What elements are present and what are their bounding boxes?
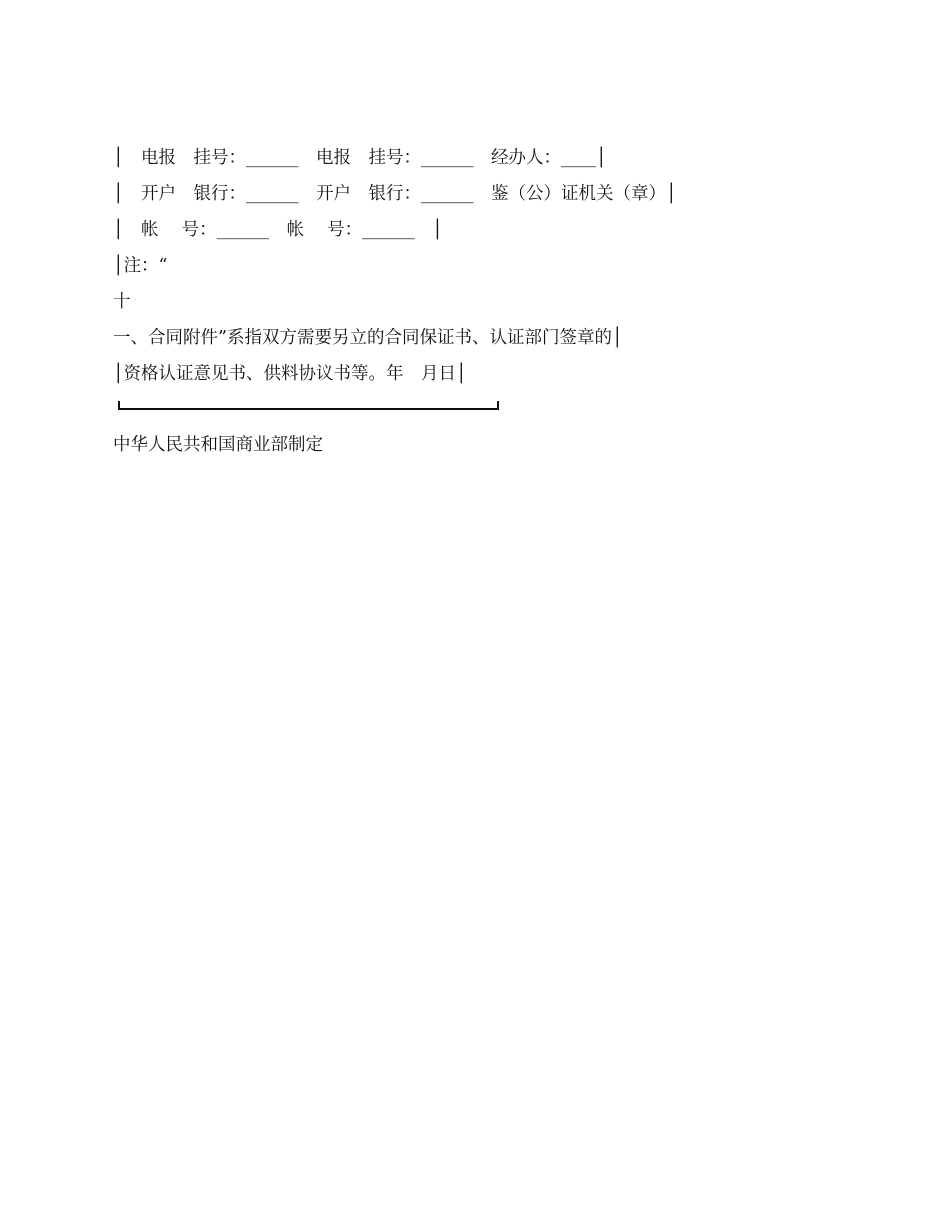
bank-row: │ 开户 银行：______ 开户 银行：______ 鉴（公）证机关（章）│	[113, 184, 677, 204]
issuer-footer: 中华人民共和国商业部制定	[113, 435, 323, 455]
note-line-1: 一、合同附件”系指双方需要另立的合同保证书、认证部门签章的│	[113, 328, 623, 348]
note-number-ten: 十	[113, 292, 131, 312]
telegram-row: │ 电报 挂号：______ 电报 挂号：______ 经办人：____│	[113, 148, 607, 168]
table-bottom-border	[118, 401, 499, 410]
note-label: │注：“	[113, 256, 168, 276]
account-row: │ 帐 号：______ 帐 号：______ │	[113, 220, 443, 240]
note-line-2: │资格认证意见书、供料协议书等。年 月日│	[113, 364, 467, 384]
